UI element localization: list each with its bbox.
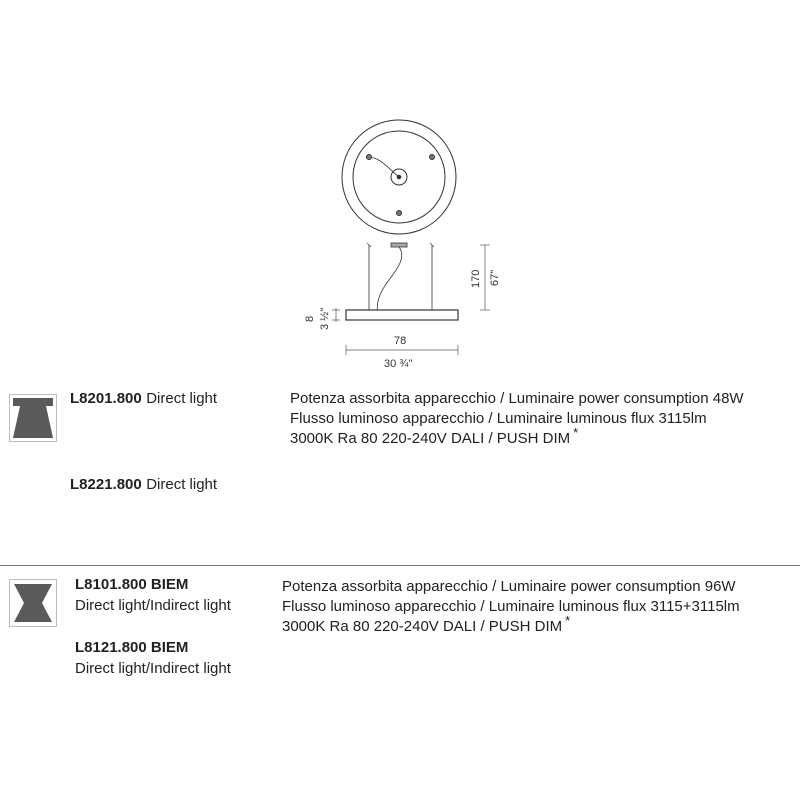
dim-thickness-in: 3 ½" <box>319 307 331 330</box>
dim-diameter-in: 30 ¾" <box>384 358 413 370</box>
product-l8101 <box>75 576 231 614</box>
product-l8121 <box>75 639 231 677</box>
spec-electrical: 3000K Ra 80 220-240V DALI / PUSH DIM * <box>290 425 579 447</box>
spec-power: Potenza assorbita apparecchio / Luminaire power consumption 48W <box>290 390 744 407</box>
side-view <box>346 243 458 320</box>
footnote-asterisk: * <box>565 613 571 628</box>
mount-right <box>430 155 435 160</box>
product-l8201 <box>70 390 217 408</box>
mount-bottom <box>397 211 402 216</box>
footnote-asterisk: * <box>573 425 579 440</box>
specs-section1 <box>290 389 744 449</box>
product-code: L8101.800 BIEM <box>75 576 189 593</box>
mount-left <box>367 155 372 160</box>
light-type: Direct light <box>146 476 218 493</box>
product-code: L8121.800 BIEM <box>75 639 189 656</box>
cable-top <box>369 157 399 177</box>
thickness-dimension <box>332 308 340 322</box>
light-type: Direct light/Indirect light <box>75 597 231 614</box>
section-divider <box>0 565 800 566</box>
canopy <box>391 243 407 247</box>
power-cable <box>377 247 402 310</box>
spec-power: Potenza assorbita apparecchio / Luminaire power consumption 96W <box>282 578 736 595</box>
direct-indirect-light-icon <box>9 579 57 627</box>
product-code: L8221.800 <box>70 476 142 493</box>
technical-drawing <box>0 0 800 380</box>
spec-flux: Flusso luminoso apparecchio / Luminaire luminous flux 3115+3115lm <box>282 598 740 615</box>
light-type: Direct light <box>146 390 218 407</box>
specs-section2 <box>282 577 740 637</box>
spec-electrical: 3000K Ra 80 220-240V DALI / PUSH DIM * <box>282 613 571 635</box>
dim-height-cm: 170 <box>470 269 482 288</box>
light-type: Direct light/Indirect light <box>75 660 231 677</box>
direct-light-icon <box>9 394 57 442</box>
dim-height-in: 67" <box>489 269 501 286</box>
ring-profile <box>346 310 458 320</box>
product-l8221 <box>70 476 217 494</box>
dim-thickness-cm: 8 <box>304 315 316 322</box>
product-code: L8201.800 <box>70 390 142 407</box>
dim-diameter-cm: 78 <box>394 335 407 347</box>
spec-flux: Flusso luminoso apparecchio / Luminaire luminous flux 3115lm <box>290 410 707 427</box>
top-view <box>342 120 456 234</box>
